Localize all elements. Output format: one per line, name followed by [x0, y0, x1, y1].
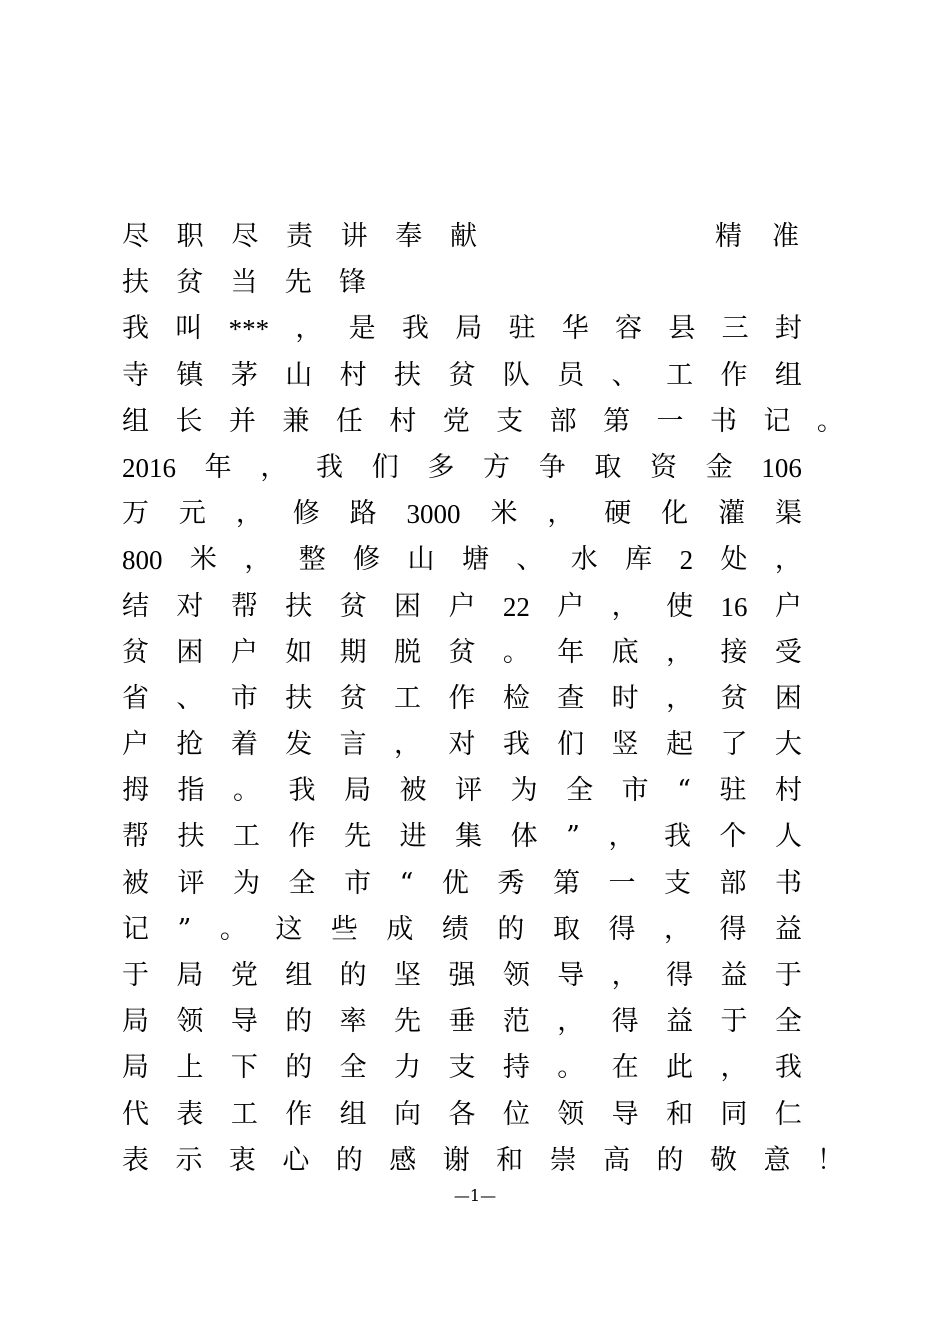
text-token: ， [611, 960, 639, 991]
text-token: 仁 [774, 1098, 802, 1130]
text-token: 组 [774, 359, 802, 391]
text-token: 了 [720, 729, 748, 761]
text-token: 贫 [339, 590, 367, 622]
text-token: 万 [122, 498, 149, 530]
text-token: 使 [666, 590, 694, 622]
text-token: 兼 [282, 405, 310, 437]
text-token: 记 [763, 405, 791, 437]
text-token: 户 [774, 590, 802, 622]
text-token: 的 [497, 913, 525, 945]
text-token: 时 [611, 682, 639, 714]
text-token: 是 [348, 313, 376, 345]
text-token: ， [663, 913, 691, 945]
text-token: 强 [448, 960, 476, 991]
text-line [122, 1092, 802, 1138]
text-token: 户 [448, 590, 476, 622]
text-token: 封 [774, 313, 802, 345]
text-token: 发 [285, 729, 313, 761]
text-token: 得 [719, 913, 747, 945]
text-token: 元 [178, 498, 206, 530]
text-token: 一 [608, 867, 636, 899]
text-token: 工 [666, 359, 694, 391]
text-token: 党 [442, 405, 470, 437]
text-token: 为 [233, 867, 261, 899]
text-token: ， [666, 682, 694, 714]
text-token: 高 [603, 1144, 631, 1176]
text-line [122, 1045, 802, 1091]
text-token: 局 [122, 1006, 149, 1038]
text-token: 第 [552, 867, 580, 899]
text-line [122, 722, 802, 768]
text-token: 我 [663, 821, 691, 853]
text-token: 贫 [122, 636, 149, 668]
text-token: 三 [721, 313, 749, 345]
text-token: 先 [284, 267, 312, 299]
text-token: 被 [399, 775, 427, 807]
text-token: 。 [502, 636, 530, 668]
text-token: 局 [344, 775, 372, 807]
text-token: 方 [483, 451, 511, 483]
text-token: 些 [330, 913, 358, 945]
text-token: 的 [285, 1006, 313, 1038]
text-token: 谢 [442, 1144, 470, 1176]
text-token: 们 [371, 451, 399, 483]
text-token: 工 [394, 682, 422, 714]
text-token: 困 [176, 636, 204, 668]
text-token: 22 [502, 591, 530, 622]
text-token: 取 [552, 913, 580, 945]
text-token: 贫 [176, 267, 204, 299]
text-token: 得 [611, 1006, 639, 1038]
text-line [122, 353, 802, 399]
text-token: 对 [176, 590, 204, 622]
text-line [122, 491, 802, 537]
text-line [122, 306, 802, 352]
text-token: 这 [275, 913, 303, 945]
text-token: 路 [349, 498, 377, 530]
text-token: 受 [774, 636, 802, 668]
text-token: 金 [705, 451, 733, 483]
text-token: 查 [557, 682, 585, 714]
text-token: 益 [775, 913, 802, 945]
text-token: 全 [288, 867, 316, 899]
text-token: 垂 [448, 1006, 476, 1038]
text-line [122, 399, 844, 445]
text-token: 扶 [394, 359, 422, 391]
text-line [122, 907, 802, 953]
text-token: 扶 [122, 267, 149, 299]
text-line [122, 953, 802, 999]
text-token: 个 [719, 821, 747, 853]
text-line [122, 768, 802, 814]
text-token: 意 [763, 1144, 791, 1176]
text-token: 精 [715, 221, 742, 252]
text-token: *** [228, 314, 270, 345]
text-line [122, 814, 802, 860]
text-token: 寺 [122, 359, 149, 391]
text-token: 们 [557, 729, 585, 761]
text-token: 作 [288, 821, 316, 853]
text-token: ， [557, 1006, 585, 1038]
text-token: 并 [228, 405, 256, 437]
text-token: 言 [339, 729, 367, 761]
text-token: 检 [502, 682, 530, 714]
text-token: 队 [502, 359, 530, 391]
text-token: 2 [679, 545, 694, 576]
text-token: 在 [611, 1052, 639, 1084]
text-token: 和 [666, 1098, 694, 1130]
text-token: 争 [538, 451, 566, 483]
text-token: 作 [720, 359, 748, 391]
text-token: 导 [557, 960, 585, 991]
text-token: 的 [335, 1144, 363, 1176]
text-token: 灌 [718, 498, 746, 530]
text-token: 力 [394, 1052, 422, 1084]
document-body [122, 214, 852, 1184]
text-token: 崇 [549, 1144, 577, 1176]
text-token: 为 [510, 775, 538, 807]
text-token: 全 [566, 775, 594, 807]
text-token: 导 [230, 1006, 258, 1038]
page-number: —1— [453, 1186, 497, 1205]
text-token: 领 [557, 1098, 585, 1130]
text-token: 部 [549, 405, 577, 437]
text-token: 年 [557, 636, 585, 668]
text-token: 渠 [774, 498, 802, 530]
text-token: 秀 [497, 867, 525, 899]
text-token: 尽 [231, 221, 259, 252]
text-token: 成 [386, 913, 414, 945]
text-token: 党 [230, 960, 258, 991]
text-token: 的 [339, 960, 367, 991]
text-token: 局 [122, 1052, 149, 1084]
text-token: 尽 [122, 221, 149, 252]
text-token: 年 [204, 451, 232, 483]
text-token: 作 [448, 682, 476, 714]
text-token: 茅 [230, 359, 258, 391]
text-token: 我 [401, 313, 429, 345]
text-token: 下 [230, 1052, 258, 1084]
text-line [122, 999, 802, 1045]
text-token: 于 [122, 960, 149, 991]
text-token: 村 [389, 405, 417, 437]
text-token: 贫 [448, 359, 476, 391]
text-token: 记 [122, 913, 149, 945]
text-line [122, 1138, 844, 1184]
paragraph [122, 306, 852, 1184]
text-token: ， [608, 821, 636, 853]
text-token: ， [666, 636, 694, 668]
text-token: 抢 [176, 729, 204, 761]
text-token: 多 [427, 451, 455, 483]
text-token: 集 [455, 821, 483, 853]
text-token: 村 [339, 359, 367, 391]
text-token: 如 [285, 636, 313, 668]
text-line [122, 676, 802, 722]
text-token: 于 [720, 1006, 748, 1038]
text-token: 户 [557, 590, 585, 622]
text-token: 接 [720, 636, 748, 668]
text-token: 。 [233, 775, 261, 807]
text-token: 同 [720, 1098, 748, 1130]
text-token: 扶 [285, 682, 313, 714]
text-token: 一 [656, 405, 684, 437]
text-token: ！ [816, 1144, 844, 1176]
text-token: 户 [230, 636, 258, 668]
text-token: 书 [709, 405, 737, 437]
text-token: ， [394, 729, 422, 761]
text-token: 库 [625, 544, 653, 576]
text-token: 贫 [448, 636, 476, 668]
text-token: 拇 [122, 775, 149, 807]
text-token: 组 [122, 405, 149, 437]
text-token: 我 [774, 1052, 802, 1084]
text-token: 组 [285, 960, 313, 991]
text-token: 我 [502, 729, 530, 761]
text-token: 持 [502, 1052, 530, 1084]
text-token: 评 [177, 867, 205, 899]
text-token: 责 [285, 221, 313, 252]
text-token: 我 [316, 451, 344, 483]
text-token: 绩 [441, 913, 469, 945]
text-token: 坚 [394, 960, 422, 991]
text-token: ， [611, 590, 639, 622]
text-token: 。 [219, 913, 247, 945]
text-token: ， [235, 498, 263, 530]
text-token: 水 [570, 544, 598, 576]
text-token: 市 [621, 775, 649, 807]
text-token: 益 [666, 1006, 694, 1038]
text-token: 准 [772, 221, 799, 252]
text-token: 、 [611, 359, 639, 391]
text-token: “ [399, 867, 414, 899]
text-token: 领 [502, 960, 530, 991]
text-token: ， [295, 313, 323, 345]
text-token: 整 [298, 544, 326, 576]
text-token: 叫 [175, 313, 203, 345]
text-token: 体 [510, 821, 538, 853]
text-token: 帮 [122, 821, 149, 853]
text-line [122, 630, 802, 676]
text-line [122, 861, 802, 907]
text-token: 局 [455, 313, 483, 345]
text-token: 。 [557, 1052, 585, 1084]
text-token: 困 [394, 590, 422, 622]
text-token: 贫 [339, 682, 367, 714]
text-token: 、 [176, 682, 204, 714]
text-token: 范 [502, 1006, 530, 1038]
text-token: ， [774, 544, 802, 576]
text-token: 我 [122, 313, 149, 345]
text-token: 示 [175, 1144, 203, 1176]
text-token: 困 [774, 682, 802, 714]
text-token: 全 [774, 1006, 802, 1038]
text-token: 向 [394, 1098, 422, 1130]
text-line [122, 584, 802, 630]
text-token: 竖 [611, 729, 639, 761]
text-token: 处 [720, 544, 748, 576]
text-token: 扶 [285, 590, 313, 622]
text-token: 帮 [230, 590, 258, 622]
text-token: 进 [399, 821, 427, 853]
text-token: 评 [455, 775, 483, 807]
text-token: 2016 [122, 452, 176, 483]
text-token: 工 [230, 1098, 258, 1130]
text-token: 县 [668, 313, 696, 345]
text-token: 局 [176, 960, 204, 991]
text-token: 锋 [339, 267, 366, 299]
text-token: 奉 [395, 221, 423, 252]
text-token: 取 [594, 451, 622, 483]
text-token: 华 [561, 313, 589, 345]
text-token: 镇 [176, 359, 204, 391]
text-token: 。 [816, 405, 844, 437]
text-token: 脱 [394, 636, 422, 668]
text-token: 3000 [406, 499, 461, 530]
text-token: ， [244, 544, 272, 576]
text-token: 表 [122, 1144, 149, 1176]
text-token: 底 [611, 636, 639, 668]
text-token: 着 [230, 729, 258, 761]
text-token: 支 [496, 405, 524, 437]
text-token: 106 [761, 452, 802, 483]
text-token: 当 [230, 267, 258, 299]
text-token: 于 [774, 960, 802, 991]
text-token: 先 [344, 821, 372, 853]
text-token: 和 [496, 1144, 524, 1176]
text-token: 第 [603, 405, 631, 437]
text-token: 人 [775, 821, 802, 853]
text-token: 村 [775, 775, 802, 807]
text-token: 起 [666, 729, 694, 761]
text-token: 硬 [604, 498, 632, 530]
text-token: 扶 [177, 821, 205, 853]
text-token: 先 [394, 1006, 422, 1038]
text-token: 贫 [720, 682, 748, 714]
text-token: 献 [449, 221, 477, 252]
text-token: 员 [557, 359, 585, 391]
text-token: 职 [176, 221, 204, 252]
text-token: 率 [339, 1006, 367, 1038]
text-token: 表 [176, 1098, 204, 1130]
text-token: 山 [285, 359, 313, 391]
text-token: 各 [448, 1098, 476, 1130]
text-token: 我 [288, 775, 316, 807]
text-token: 心 [282, 1144, 310, 1176]
text-token: 山 [407, 544, 435, 576]
text-token: 位 [502, 1098, 530, 1130]
text-token: 被 [122, 867, 149, 899]
text-token: 米 [189, 544, 217, 576]
text-token: 支 [448, 1052, 476, 1084]
text-token: 作 [285, 1098, 313, 1130]
text-token: ” [566, 821, 580, 853]
title-line-1 [122, 214, 852, 260]
text-token: 组 [339, 1098, 367, 1130]
text-token: 省 [122, 682, 149, 714]
title-line-2 [122, 260, 366, 306]
text-token: 、 [516, 544, 544, 576]
text-token: ， [720, 1052, 748, 1084]
text-token: 益 [720, 960, 748, 991]
text-token: 代 [122, 1098, 149, 1130]
title-left [122, 214, 477, 260]
text-token: 得 [666, 960, 694, 991]
text-token: 米 [490, 498, 518, 530]
text-token: 户 [122, 729, 149, 761]
text-token: 讲 [340, 221, 368, 252]
text-token: 市 [344, 867, 372, 899]
text-token: 修 [292, 498, 320, 530]
text-line [122, 445, 802, 491]
text-token: 市 [230, 682, 258, 714]
text-line [122, 537, 802, 583]
text-token: 资 [650, 451, 678, 483]
text-token: 化 [661, 498, 689, 530]
text-token: 支 [663, 867, 691, 899]
text-token: 得 [608, 913, 636, 945]
text-token: 衷 [228, 1144, 256, 1176]
text-token: 领 [176, 1006, 204, 1038]
text-token: 塘 [461, 544, 489, 576]
text-token: 书 [775, 867, 802, 899]
text-token: 对 [448, 729, 476, 761]
text-token: 的 [656, 1144, 684, 1176]
text-token: “ [677, 775, 691, 807]
text-token: 工 [233, 821, 261, 853]
title-right [715, 214, 799, 260]
text-token: 驻 [719, 775, 747, 807]
text-token: 大 [774, 729, 802, 761]
text-token: 16 [720, 591, 748, 622]
text-token: 优 [441, 867, 469, 899]
text-token: ， [260, 451, 288, 483]
text-token: 感 [389, 1144, 417, 1176]
text-token: 800 [122, 545, 163, 576]
text-token: 敬 [709, 1144, 737, 1176]
text-token: 的 [285, 1052, 313, 1084]
text-token: ” [177, 913, 192, 945]
text-token: 导 [611, 1098, 639, 1130]
text-token: 此 [666, 1052, 694, 1084]
text-token: 部 [719, 867, 747, 899]
text-token: 任 [335, 405, 363, 437]
text-token: 全 [339, 1052, 367, 1084]
text-token: 驻 [508, 313, 536, 345]
text-token: 指 [177, 775, 205, 807]
text-token: 上 [176, 1052, 204, 1084]
text-token: 期 [339, 636, 367, 668]
text-token: ， [547, 498, 575, 530]
text-token: 长 [175, 405, 203, 437]
text-token: 修 [353, 544, 381, 576]
text-token: 容 [615, 313, 643, 345]
text-token: 结 [122, 590, 149, 622]
